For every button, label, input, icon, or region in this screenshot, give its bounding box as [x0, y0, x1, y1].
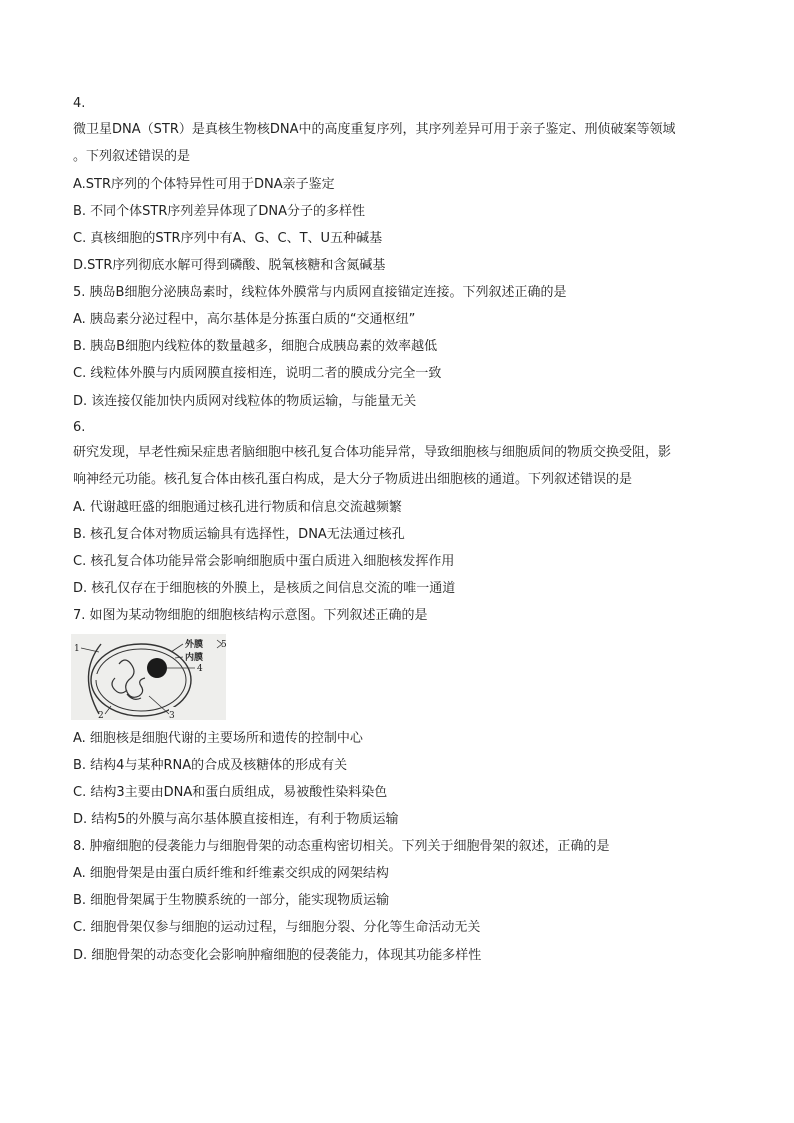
q4-option-b: B. 不同个体STR序列差异体现了DNA分子的多样性: [73, 204, 366, 219]
label-1: 1: [74, 644, 80, 654]
nucleus-diagram-svg: [71, 634, 226, 720]
q8-option-a: A. 细胞骨架是由蛋白质纤维和纤维素交织成的网架结构: [73, 866, 389, 881]
q4-option-d: D.STR序列彻底水解可得到磷酸、脱氧核糖和含氮碱基: [73, 258, 386, 273]
q8-option-c: C. 细胞骨架仅参与细胞的运动过程，与细胞分裂、分化等生命活动无关: [73, 920, 481, 935]
q4-option-a: A.STR序列的个体特异性可用于DNA亲子鉴定: [73, 177, 335, 192]
label-5: 5: [221, 640, 227, 650]
q6-stem-cont: 响神经元功能。核孔复合体由核孔蛋白构成，是大分子物质进出细胞核的通道。下列叙述错误的是: [73, 472, 633, 487]
q6-option-a: A. 代谢越旺盛的细胞通过核孔进行物质和信息交流越频繁: [73, 500, 402, 515]
q6-option-c: C. 核孔复合体功能异常会影响细胞质中蛋白质进入细胞核发挥作用: [73, 554, 455, 569]
q4-number: 4.: [73, 96, 86, 111]
nucleus-diagram: [71, 634, 226, 720]
q6-option-b: B. 核孔复合体对物质运输具有选择性，DNA无法通过核孔: [73, 527, 405, 542]
q6-option-d: D. 核孔仅存在于细胞核的外膜上，是核质之间信息交流的唯一通道: [73, 581, 456, 596]
q5-option-d: D. 该连接仅能加快内质网对线粒体的物质运输，与能量无关: [73, 394, 417, 409]
q5-stem: 5. 胰岛B细胞分泌胰岛素时，线粒体外膜常与内质网直接锚定连接。下列叙述正确的是: [73, 285, 567, 300]
leader-line-inner: [175, 657, 183, 658]
nucleolus: [147, 658, 167, 678]
nuclear-pore: [95, 674, 101, 680]
label-outer-membrane: 外膜: [185, 640, 204, 650]
q5-option-a: A. 胰岛素分泌过程中，高尔基体是分拣蛋白质的“交通枢纽”: [73, 312, 416, 327]
q6-number: 6.: [73, 420, 86, 435]
q4-stem: 微卫星DNA（STR）是真核生物核DNA中的高度重复序列，其序列差异可用于亲子鉴定、刑侦破案等领域: [73, 122, 676, 137]
label-inner-membrane: 内膜: [185, 653, 204, 663]
q7-option-b: B. 结构4与某种RNA的合成及核糖体的形成有关: [73, 758, 348, 773]
label-3: 3: [169, 711, 175, 721]
label-2: 2: [98, 711, 104, 721]
q5-option-c: C. 线粒体外膜与内质网膜直接相连，说明二者的膜成分完全一致: [73, 366, 442, 381]
label-4: 4: [197, 664, 203, 674]
q7-option-a: A. 细胞核是细胞代谢的主要场所和遗传的控制中心: [73, 731, 363, 746]
q8-option-d: D. 细胞骨架的动态变化会影响肿瘤细胞的侵袭能力，体现其功能多样性: [73, 948, 482, 963]
q7-stem: 7. 如图为某动物细胞的细胞核结构示意图。下列叙述正确的是: [73, 608, 428, 623]
q5-option-b: B. 胰岛B细胞内线粒体的数量越多，细胞合成胰岛素的效率越低: [73, 339, 438, 354]
chromatin: [112, 660, 145, 699]
q6-stem: 研究发现，早老性痴呆症患者脑细胞中核孔复合体功能异常，导致细胞核与细胞质间的物质交换受阻，影: [73, 445, 672, 460]
leader-line-outer: [171, 644, 183, 652]
q7-option-c: C. 结构3主要由DNA和蛋白质组成，易被酸性染料染色: [73, 785, 388, 800]
q7-option-d: D. 结构5的外膜与高尔基体膜直接相连，有利于物质运输: [73, 812, 399, 827]
q8-option-b: B. 细胞骨架属于生物膜系统的一部分，能实现物质运输: [73, 893, 390, 908]
q8-stem: 8. 肿瘤细胞的侵袭能力与细胞骨架的动态重构密切相关。下列关于细胞骨架的叙述，正确的是: [73, 839, 610, 854]
q4-option-c: C. 真核细胞的STR序列中有A、G、C、T、U五种碱基: [73, 231, 383, 246]
leader-line-3: [149, 696, 169, 714]
q4-stem-cont: 。下列叙述错误的是: [73, 149, 191, 164]
